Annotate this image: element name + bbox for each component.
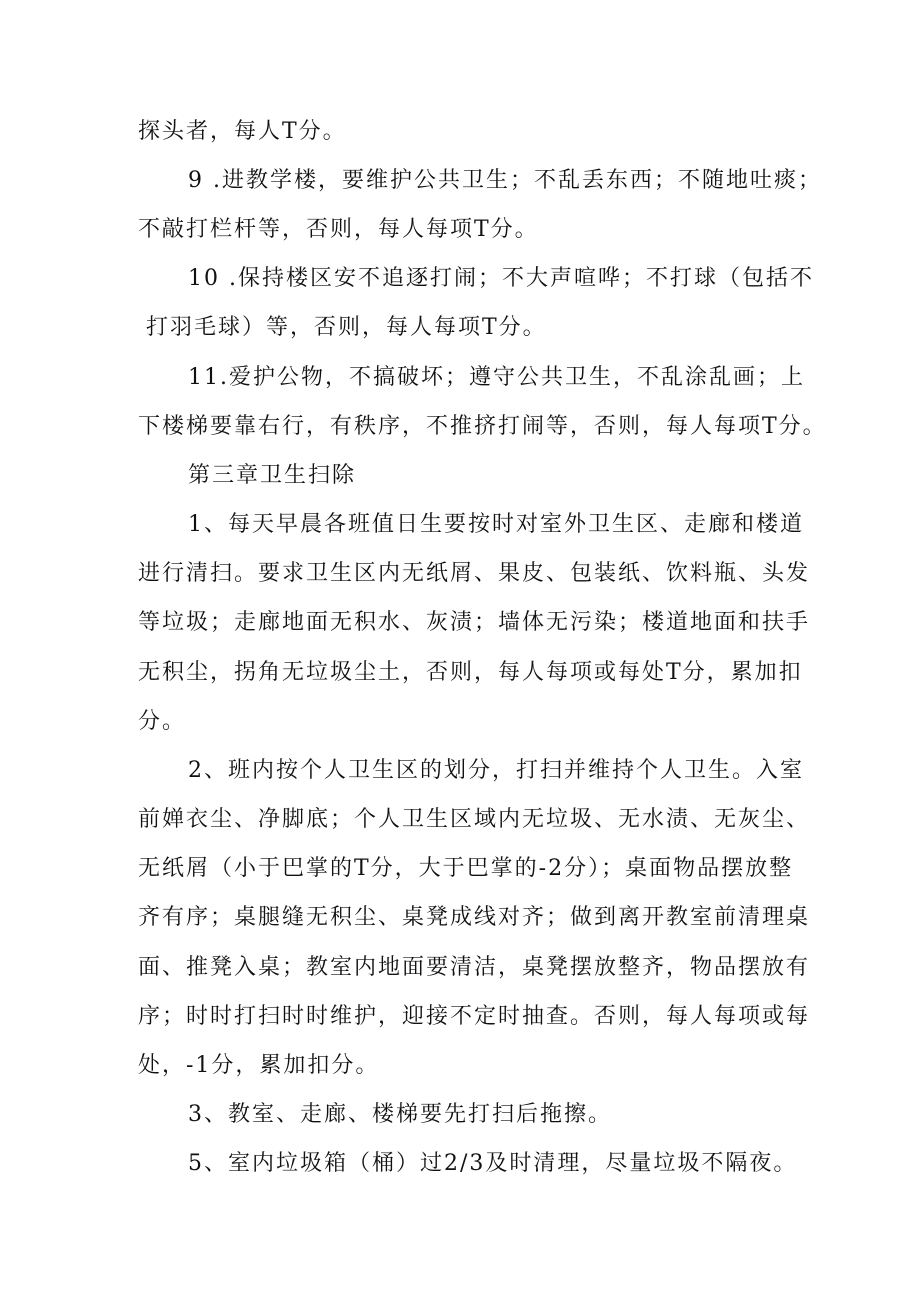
text-line-22: 5、室内垃圾箱（桶）过2/3及时清理，尽量垃圾不隔夜。 xyxy=(188,1151,798,1176)
text-line-10: 进行清扫。要求卫生区内无纸屑、果皮、包装纸、饮料瓶、头发 xyxy=(138,561,811,586)
text-line-16: 无纸屑（小于巴掌的T分，大于巴掌的-2分）；桌面物品摆放整 xyxy=(138,856,794,881)
text-line-19: 序；时时打扫时时维护，迎接不定时抽查。否则，每人每项或每 xyxy=(138,1004,811,1029)
text-line-11: 等垃圾；走廊地面无积水、灰渍；墙体无污染；楼道地面和扶手 xyxy=(138,610,811,635)
text-line-4: 10 .保持楼区安不追逐打闹；不大声喧哗；不打球（包括不 xyxy=(188,266,814,291)
text-line-3: 不敲打栏杆等，否则，每人每项T分。 xyxy=(138,217,539,242)
text-line-1: 探头者，每人T分。 xyxy=(138,119,347,144)
text-line-20: 处，-1分，累加扣分。 xyxy=(138,1053,380,1078)
text-line-9: 1、每天早晨各班值日生要按时对室外卫生区、走廊和楼道 xyxy=(188,512,804,537)
text-line-14: 2、班内按个人卫生区的划分，打扫并维持个人卫生。入室 xyxy=(188,758,804,783)
text-line-17: 齐有序；桌腿缝无积尘、桌凳成线对齐；做到离开教室前清理桌 xyxy=(138,905,811,930)
text-line-2: 9 .进教学楼，要维护公共卫生；不乱丢东西；不随地吐痰； xyxy=(188,168,822,193)
chapter-heading: 第三章卫生扫除 xyxy=(188,463,357,488)
text-line-15: 前婵衣尘、净脚底；个人卫生区域内无垃圾、无水渍、无灰尘、 xyxy=(138,807,811,832)
text-line-21: 3、教室、走廊、楼梯要先打扫后拖擦。 xyxy=(188,1102,612,1127)
text-line-18: 面、推凳入桌；教室内地面要清洁，桌凳摆放整齐，物品摆放有 xyxy=(138,955,811,980)
text-line-13: 分。 xyxy=(138,709,187,734)
text-line-7: 下楼梯要靠右行，有秩序，不推挤打闹等，否则，每人每项T分。 xyxy=(138,414,827,439)
text-line-5: 打羽毛球）等，否则，每人每项T分。 xyxy=(146,315,547,340)
text-line-12: 无积尘，拐角无垃圾尘土，否则，每人每项或每处T分，累加扣 xyxy=(138,660,803,685)
text-line-6: 11.爱护公物，不搞破坏；遵守公共卫生，不乱涂乱画；上 xyxy=(188,365,805,390)
